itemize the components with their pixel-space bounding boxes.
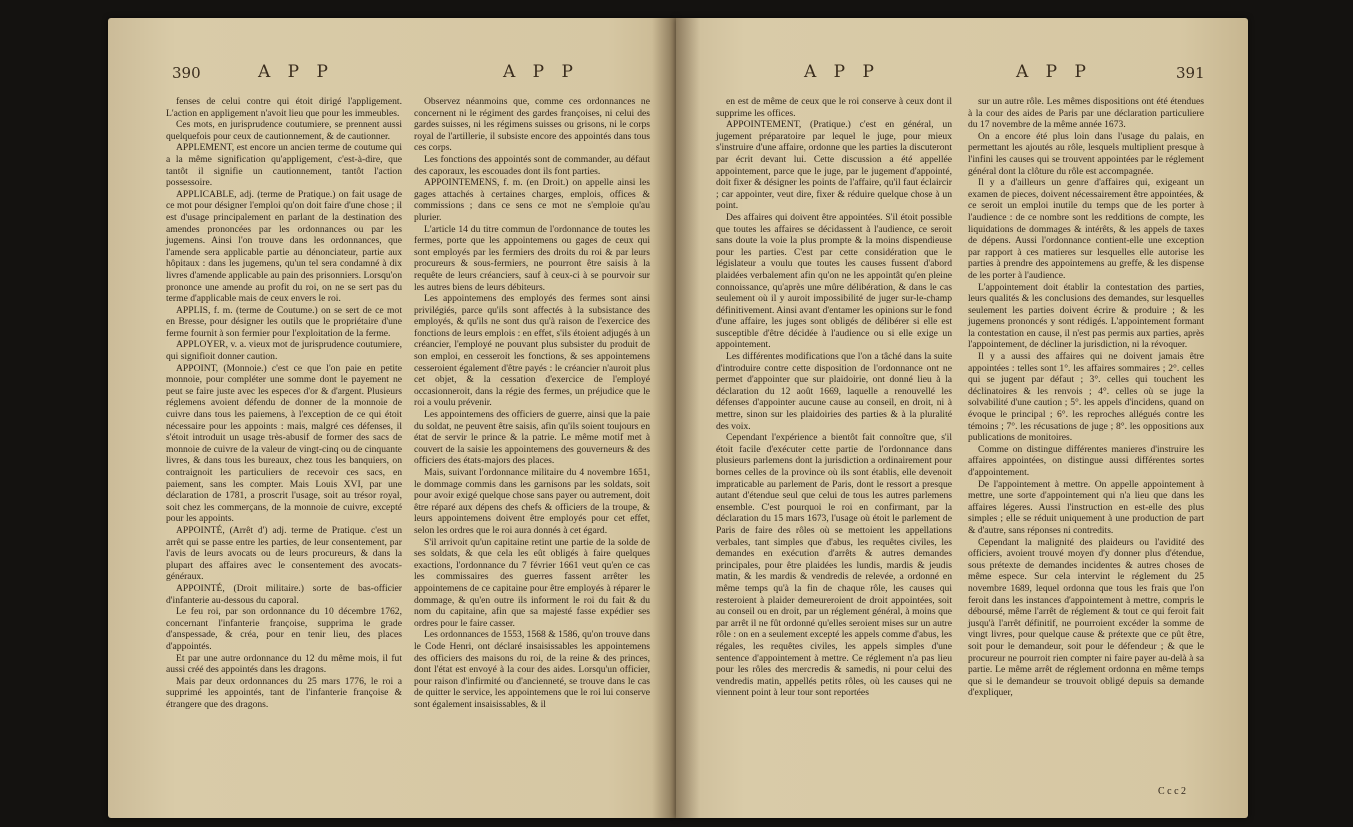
paragraph: APPLEMENT, est encore un ancien terme de coutume qui a la même signification qu'appligement, c'est-à-dire, que tantôt il signifie un cautionnement, tantôt l'action possessoire. (166, 142, 402, 189)
text-column-right (968, 96, 1204, 699)
paragraph: Des affaires qui doivent être appointées. S'il étoit possible que toutes les affaires se décidassent à l'audience, ce seroit sans doute la voie la plus prompte & la moins dispendieuse pour les parties. C'est par cette considération que le législateur a voulu que toutes les causes fussent d'abord plaidées verbalement afin qu'on ne les appointât qu'en pleine connoissance, qu'après une mûre délibération, & dans le cas seulement où il y auroit impossibilité de juger sur-le-champ définitivement. Ainsi avant d'entamer les opinions sur le fond d'une affaire, les juges sont obligés de délibérer si elle est susceptible d'être décidée à l'audience ou si elle exige un appointement. (716, 211, 952, 351)
paragraph: APPOINTEMENS, f. m. (en Droit.) on appelle ainsi les gages attachés à certaines charges, emplois, offices & commissions ; dans ce sens ce mot ne s'emploie qu'au plurier. (414, 177, 650, 223)
running-head: A P P (804, 62, 880, 82)
paragraph: APPOINT, (Monnoie.) c'est ce que l'on paie en petite monnoie, pour compléter une somme dont le payement ne peut se faire juste avec les especes d'or & d'argent. Plusieurs réglemens avoient défendu de donner de la monnoie de cuivre dans tous les paiemens, à l'exception de ce qui étoit nécessaire pour les appoints : mais, malgré ces défenses, il s'étoit introduit un usage très-abusif de former des sacs de monnoie de cuivre de la valeur de vingt-cinq ou de cinquante livres, & dans tous les bureaux, chez tous les banquiers, on contraignoit les particuliers de recevoir ces sacs, en paiement, sans les compter. Mais Louis XVI, par une déclaration de 1781, a proscrit l'usage, soit au trésor royal, soit chez les commerçans, de la monnoie de cuivre, excepté pour les appoints. (166, 362, 402, 525)
text-column-left (166, 96, 402, 710)
right-page (676, 18, 1248, 818)
page-number: 390 (172, 64, 201, 82)
text-column-left (716, 96, 952, 699)
paragraph: S'il arrivoit qu'un capitaine retint une partie de la solde de ses soldats, & que cela les eût obligés à faire quelques exactions, l'ordonnance du 7 février 1661 veut qu'en ce cas les commissaires des guerres fassent arrêter les appointemens de ce capitaine pour être employés à réparer le dommage, & qu'en outre ils informent le roi du fait & du nom du capitaine, afin que sa majesté fasse expédier ses ordres pour le faire casser. (414, 536, 650, 629)
paragraph: De l'appointement à mettre. On appelle appointement à mettre, une sorte d'appointement qui n'a lieu que dans les affaires légeres. Aussi l'instruction en est-elle des plus simples ; elle se réduit uniquement à une production de part & d'autre, sans réponses ni contredits. (968, 478, 1204, 536)
paragraph: L'appointement doit établir la contestation des parties, leurs qualités & les conclusions des demandes, sur lesquelles seulement les parties doivent écrire & produire ; & les jugemens prononcés y sont rédigés. L'appointement formant la contestation en cause, il n'est pas permis aux parties, après l'appointement, de décliner la jurisdiction, ni la révoquer. (968, 281, 1204, 351)
paragraph: APPLICABLE, adj. (terme de Pratique.) on fait usage de ce mot pour désigner l'emploi qu'on doit faire d'une chose ; il est d'usage principalement en parlant de la destination des amendes prononcées par les ordonnances ou par les jugemens. Ainsi l'on trouve dans les ordonnances, que l'amende sera applicable partie au dénonciateur, partie aux hôpitaux : dans les jugemens, qu'un tel sera condamné à dix livres d'amende applicable au pain des prisonniers. Lorsqu'on prononce une amende au profit du roi, on ne se sert pas du terme d'applicable mais de ceux envers le roi. (166, 188, 402, 305)
paragraph: L'article 14 du titre commun de l'ordonnance de toutes les fermes, porte que les appointemens ou gages de ceux qui sont employés par les fermiers des droits du roi & par leurs procureurs & sous-fermiers, ne pourront être saisis à la requête de leurs créanciers, sauf à ceux-ci à se pourvoir sur les autres biens de leurs débiteurs. (414, 223, 650, 293)
paragraph: Cependant l'expérience a bientôt fait connoître que, s'il étoit facile d'exécuter cette partie de l'ordonnance dans plusieurs parlemens dont la jurisdiction a ordinairement pour bornes celles de la province où ils sont établis, elle devenoit impraticable au parlement de Paris, dont le ressort a presque autant d'étendue seul que celui de tous les autres parlemens ensemble. C'est pourquoi le roi en confirmant, par la déclaration du 15 mars 1673, l'usage où étoit le parlement de Paris de faire des rôles où se mettoient les appellations verbales, tant simples que d'abus, les requêtes civiles, les demandes en exécution d'arrêts & autres demandes principales, pour être plaidées les lundis, mardis & jeudis matin, & les mardis & vendredis de relevée, a ordonné en même temps qu'à la fin de chaque rôle, les causes qui resteroient à plaider demeureroient de droit appointées, soit au conseil ou en droit, par un réglement général, à moins que par arrêt il ne fût ordonné qu'elles seroient mises sur un autre rôle : on en a seulement excepté les appels comme d'abus, les régales, les requêtes civiles, les appels simples d'une sentence d'appointement à mettre. Ce réglement n'a pas lieu pour les rôles des mercredis & samedis, ni pour celui des vendredis matin, appellés petits rôles, où les causes qui ne viennent point à leur tour sont reportées (716, 432, 952, 699)
paragraph: APPLIS, f. m. (terme de Coutume.) on se sert de ce mot en Bresse, pour désigner les outils que le propriétaire d'une ferme fournit à son fermier pour l'exploitation de la ferme. (166, 304, 402, 339)
paragraph: APPLOYER, v. a. vieux mot de jurisprudence coutumiere, qui signifioit donner caution. (166, 339, 402, 363)
paragraph: Observez néanmoins que, comme ces ordonnances ne concernent ni le régiment des gardes françoises, ni celui des gardes suisses, ni les régimens suisses ou grisons, ni le corps royal de l'artillerie, il subsiste encore des appointés dans tous ces corps. (414, 96, 650, 154)
paragraph: Cependant la malignité des plaideurs ou l'avidité des officiers, avoient trouvé moyen d'y donner plus d'étendue, sous prétexte de demandes incidentes & autres choses de même espece. Sur cela intervint le réglement du 25 novembre 1689, lequel ordonna que tous les frais que l'on feroit dans les instances d'appointement à mettre, compris le déboursé, même l'arrêt de réglement & tout ce qui feroit fait jusqu'à l'arrêt définitif, ne pourroient excéder la somme de vingt livres, pour quelque cause & prétexte que ce pût être, soit pour le demandeur, soit pour le défendeur ; & que le procureur ne pourroit rien compter ni faire payer au-delà à sa partie. Le même arrêt de réglement ordonna en même temps que si le demandeur se trouvoit obligé depuis sa demande d'expliquer, (968, 536, 1204, 699)
left-page (108, 18, 676, 818)
paragraph: Les appointemens des employés des fermes sont ainsi privilégiés, parce qu'ils sont affectés à la subsistance des employés, & qu'ils ne sont dus qu'à raison de l'exercice des fonctions de leurs emplois : en effet, s'ils étoient adjugés à un créancier, l'employé ne pouvant plus subsister du produit de son emploi, en cesseroit les fonctions, & ses appointemens cesseroient également d'être payés : le créancier n'auroit plus cet objet, & la cessation d'exercice de l'employé occasionneroit, dans la régie des fermes, un préjudice que le roi a voulu prévenir. (414, 293, 650, 409)
paragraph: Ces mots, en jurisprudence coutumiere, se prennent aussi quelquefois pour ceux de cautionnement, & de cautionner. (166, 119, 402, 142)
paragraph: en est de même de ceux que le roi conserve à ceux dont il supprime les offices. (716, 96, 952, 119)
paragraph: Le feu roi, par son ordonnance du 10 décembre 1762, concernant l'infanterie françoise, supprima le grade d'anspessade, & créa, pour en tenir lieu, des places d'appointés. (166, 606, 402, 652)
paragraph: On a encore été plus loin dans l'usage du palais, en permettant les ajoutés au rôle, lesquels multiplient presque à l'infini les causes qui se trouvent appointées par le réglement général dont la clôture du rôle est accompagnée. (968, 130, 1204, 177)
paragraph: Les fonctions des appointés sont de commander, au défaut des caporaux, les escouades dont ils font parties. (414, 153, 650, 177)
paragraph: Les différentes modifications que l'on a tâché dans la suite d'introduire contre cette disposition de l'ordonnance ont ne permet d'appointer que sur plaidoirie, ont donné lieu à la déclaration du 12 août 1669, laquelle a renouvellé les défenses d'appointer aucune cause au conseil, en droit, ni à mettre, sinon sur les plaidoiries des parties & à la pluralité des voix. (716, 351, 952, 432)
book-gutter (652, 18, 700, 818)
running-head: A P P (1016, 62, 1092, 82)
paragraph: Mais, suivant l'ordonnance militaire du 4 novembre 1651, le dommage commis dans les garnisons par les soldats, soit pour avoir exigé quelque chose sans payer ou autrement, doit être réparé aux dépens des chefs & officiers de la troupe, & leurs appointemens doivent être employés pour cet effet, selon les ordres que le roi aura donnés à cet égard. (414, 467, 650, 536)
text-column-right (414, 96, 650, 710)
running-head: A P P (258, 62, 334, 82)
paragraph: Il y a d'ailleurs un genre d'affaires qui, exigeant un examen de pieces, doivent nécessairement être appointées, & ce seroit un emploi inutile du temps que de les porter à l'audience : de ce nombre sont les redditions de compte, les liquidations de dommages & intérêts, & les appels de taxes de dépens. Aussi l'ordonnance contient-elle une exception par rapport à ces matieres sur lesquelles elle autorise les parties à prendre des appointemens au greffe, & les dispense de les porter à l'audience. (968, 177, 1204, 281)
paragraph: fenses de celui contre qui étoit dirigé l'appligement. L'action en appligement n'avoit lieu que pour les immeubles. (166, 96, 402, 119)
paragraph: sur un autre rôle. Les mêmes dispositions ont été étendues à la cour des aides de Paris par une déclaration particuliere du 17 novembre de la même année 1673. (968, 96, 1204, 131)
paragraph: APPOINTÉ, (Droit militaire.) sorte de bas-officier d'infanterie au-dessous du caporal. (166, 582, 402, 606)
paragraph: Il y a aussi des affaires qui ne doivent jamais être appointées : telles sont 1°. les affaires sommaires ; 2°. celles qui se jugent par défaut ; 3°. celles qui touchent les déclinatoires & les renvois ; 4°. celles où se juge la solvabilité d'une caution ; 5°. les appels d'incidens, quand on évoque le principal ; 6°. les reproches allégués contre les témoins ; 7°. les récusations de juge ; 8°. les oppositions aux publications de monitoires. (968, 351, 1204, 444)
paragraph: Mais par deux ordonnances du 25 mars 1776, le roi a supprimé les appointés, tant de l'infanterie françoise & étrangere que des dragons. (166, 675, 402, 710)
paragraph: APPOINTÉ, (Arrêt d') adj. terme de Pratique. c'est un arrêt qui se passe entre les parties, de leur consentement, par l'avis de leurs avocats ou de leurs procureurs, & dans la plupart des affaires avec le consentement des avocats-généraux. (166, 524, 402, 583)
running-head: A P P (503, 62, 579, 82)
signature-mark: C c c 2 (1158, 786, 1187, 797)
paragraph: Les ordonnances de 1553, 1568 & 1586, qu'on trouve dans le Code Henri, ont déclaré insaisissables les appointemens des officiers des maisons du roi, de la reine & des princes, dont l'état est envoyé à la cour des aides. Lorsqu'un officier, pour raison d'infirmité ou d'ancienneté, se trouve dans le cas de quitter le service, les appointemens que le roi lui conserve sont également insaisissables, & il (414, 629, 650, 710)
paragraph: APPOINTEMENT, (Pratique.) c'est en général, un jugement préparatoire par lequel le juge, pour mieux s'instruire d'une affaire, ordonne que les parties la discuteront par écrit devant lui. Cette discussion a été appellée appointement, parce que le juge, par le jugement d'appointé, doit fixer & désigner les points de l'affaire, qu'il faut éclaircir ; car appointer, veut dire, fixer & réduire quelque chose à un point. (716, 119, 952, 212)
page-number: 391 (1176, 64, 1205, 82)
paragraph: Et par une autre ordonnance du 12 du même mois, il fut aussi créé des appointés dans les dragons. (166, 652, 402, 676)
paragraph: Les appointemens des officiers de guerre, ainsi que la paie du soldat, ne peuvent être saisis, afin qu'ils soient toujours en état de servir le prince & la patrie. Le même motif met à couvert de la saisie les appointemens des gouverneurs & des officiers des états-majors des places. (414, 409, 650, 467)
paragraph: Comme on distingue différentes manieres d'instruire les affaires appointées, on distingue aussi différentes sortes d'appointement. (968, 443, 1204, 478)
